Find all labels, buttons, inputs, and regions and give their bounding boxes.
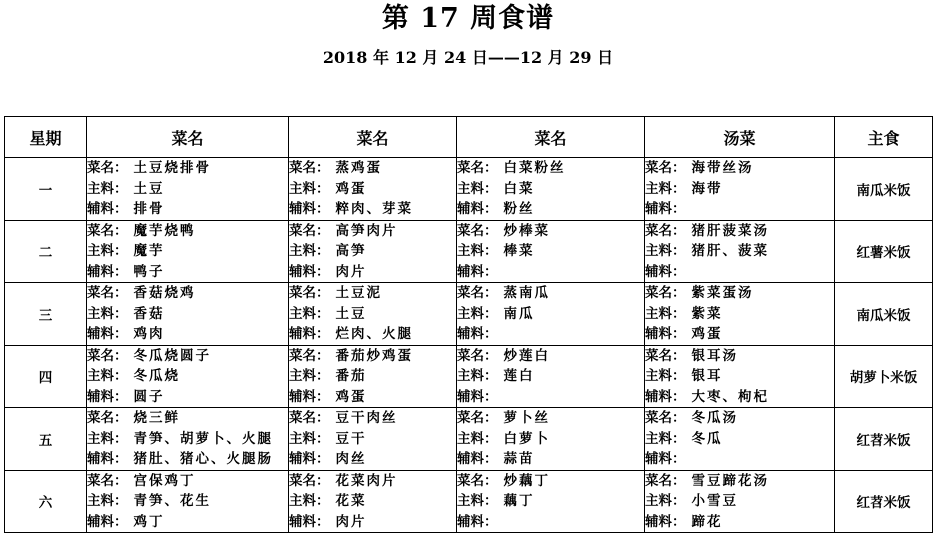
dish-name-line (645, 283, 834, 304)
dish-name-line (289, 283, 456, 304)
header-dish-1: 菜名 (87, 117, 289, 158)
dish-cell (289, 220, 457, 283)
dish-name-line (87, 408, 288, 429)
dish-name-label: 菜名： (289, 347, 330, 364)
dish-aux-line (645, 387, 834, 408)
dish-aux-line (289, 387, 456, 408)
dish-aux-value: 肉片 (335, 513, 367, 530)
dish-aux-value: 猪肚、猪心、火腿肠 (133, 451, 273, 467)
dish-name-label: 菜名： (289, 472, 330, 489)
dish-aux-value: 肉丝 (335, 451, 367, 467)
dish-main-value: 猪肝、菠菜 (691, 243, 769, 259)
dish-name-line (87, 221, 288, 242)
dish-name-label: 菜名： (87, 285, 128, 301)
weekday-cell: 四 (5, 345, 87, 408)
dish-aux-label: 辅料： (457, 201, 498, 217)
dish-main-label: 主料： (87, 430, 128, 447)
dish-name-value: 冬瓜汤 (691, 410, 738, 426)
dish-aux-label: 辅料： (457, 451, 498, 467)
dish-cell (289, 283, 457, 346)
staple-cell: 红苕米饭 (835, 470, 933, 533)
dish-name-value: 雪豆蹄花汤 (691, 472, 769, 489)
dish-main-label: 主料： (645, 243, 686, 259)
dish-main-line (457, 429, 644, 450)
header-dish-2: 菜名 (289, 117, 457, 158)
table-row (5, 158, 933, 221)
weekday-cell: 三 (5, 283, 87, 346)
dish-name-label: 菜名： (645, 472, 686, 489)
dish-aux-label: 辅料： (645, 263, 686, 280)
dish-name-value: 炒棒菜 (503, 222, 550, 239)
dish-name-line (645, 221, 834, 242)
dish-main-label: 主料： (457, 430, 498, 447)
dish-name-label: 菜名： (87, 410, 128, 426)
dish-main-value: 青笋、胡萝卜、火腿 (133, 430, 273, 447)
dish-name-value: 白菜粉丝 (503, 160, 566, 176)
staple-cell: 南瓜米饭 (835, 158, 933, 221)
dish-name-value: 炒莲白 (503, 347, 550, 364)
dish-aux-line (457, 449, 644, 470)
dish-aux-line (457, 387, 644, 408)
date-range: 2018 年 12 月 24 日——12 月 29 日 (322, 48, 614, 67)
dish-aux-line (289, 449, 456, 470)
dish-aux-value: 大枣、枸杞 (691, 388, 769, 405)
dish-aux-label: 辅料： (289, 513, 330, 530)
dish-main-line (457, 366, 644, 387)
dish-name-line (457, 471, 644, 492)
dish-name-label: 菜名： (457, 222, 498, 239)
staple-cell: 红苕米饭 (835, 408, 933, 471)
dish-name-line (87, 471, 288, 492)
staple-cell: 胡萝卜米饭 (835, 345, 933, 408)
dish-main-line (87, 491, 288, 512)
dish-name-label: 菜名： (87, 347, 128, 364)
dish-name-line (87, 346, 288, 367)
dish-main-value: 豆干 (335, 430, 367, 447)
dish-main-value: 青笋、花生 (133, 493, 211, 509)
dish-aux-label: 辅料： (87, 326, 128, 342)
dish-main-label: 主料： (645, 430, 686, 447)
dish-main-value: 鸡蛋 (335, 180, 367, 197)
dish-main-label: 主料： (289, 243, 330, 259)
dish-main-label: 主料： (457, 180, 498, 197)
dish-main-line (87, 304, 288, 325)
dish-cell (289, 470, 457, 533)
dish-aux-label: 辅料： (289, 388, 330, 405)
dish-main-value: 藕丁 (503, 493, 535, 509)
dish-main-value: 高笋 (335, 243, 367, 259)
table-row (5, 345, 933, 408)
dish-name-line (457, 158, 644, 179)
dish-cell (87, 283, 289, 346)
dish-main-value: 冬瓜烧 (133, 368, 180, 384)
dish-name-value: 冬瓜烧圆子 (133, 347, 211, 364)
header-row (5, 117, 933, 158)
dish-aux-label: 辅料： (87, 263, 128, 280)
dish-name-label: 菜名： (87, 160, 128, 176)
dish-name-label: 菜名： (289, 410, 330, 426)
dish-main-line (457, 179, 644, 200)
dish-name-value: 海带丝汤 (691, 160, 754, 176)
dish-aux-label: 辅料： (645, 201, 686, 217)
page-title: 第 17 周食谱 (381, 3, 555, 34)
soup-cell (645, 345, 835, 408)
header-soup: 汤菜 (645, 117, 835, 158)
dish-name-value: 蒸南瓜 (503, 285, 550, 301)
soup-cell (645, 408, 835, 471)
dish-aux-label: 辅料： (87, 513, 128, 530)
dish-main-label: 主料： (289, 493, 330, 509)
dish-name-label: 菜名： (645, 347, 686, 364)
dish-aux-line (645, 199, 834, 220)
dish-main-label: 主料： (645, 368, 686, 384)
table-row (5, 220, 933, 283)
dish-main-label: 主料： (87, 305, 128, 322)
dish-name-line (645, 158, 834, 179)
dish-main-line (457, 241, 644, 262)
dish-main-line (87, 179, 288, 200)
dish-aux-label: 辅料： (289, 326, 330, 342)
dish-main-label: 主料： (289, 368, 330, 384)
weekday-cell: 一 (5, 158, 87, 221)
dish-name-line (87, 158, 288, 179)
dish-aux-label: 辅料： (457, 513, 498, 530)
dish-main-value: 银耳 (691, 368, 723, 384)
dish-main-line (457, 304, 644, 325)
menu-table (4, 116, 933, 533)
dish-aux-line (457, 262, 644, 283)
header-dish-3: 菜名 (457, 117, 645, 158)
soup-cell (645, 158, 835, 221)
dish-cell (289, 158, 457, 221)
dish-main-line (289, 304, 456, 325)
dish-main-label: 主料： (645, 305, 686, 322)
weekday-cell: 五 (5, 408, 87, 471)
dish-name-label: 菜名： (457, 285, 498, 301)
dish-aux-value: 鸭子 (133, 263, 165, 280)
table-row (5, 408, 933, 471)
dish-main-value: 番茄 (335, 368, 367, 384)
dish-name-line (645, 408, 834, 429)
dish-main-line (645, 429, 834, 450)
weekday-cell: 六 (5, 470, 87, 533)
dish-main-line (645, 241, 834, 262)
dish-name-label: 菜名： (457, 410, 498, 426)
dish-main-label: 主料： (645, 493, 686, 509)
staple-cell: 南瓜米饭 (835, 283, 933, 346)
dish-aux-line (289, 324, 456, 345)
dish-main-line (645, 304, 834, 325)
dish-aux-value: 粹肉、芽菜 (335, 201, 413, 217)
dish-aux-label: 辅料： (457, 263, 498, 280)
dish-main-line (289, 491, 456, 512)
dish-main-label: 主料： (457, 368, 498, 384)
dish-cell (289, 408, 457, 471)
dish-name-label: 菜名： (645, 222, 686, 239)
dish-cell (457, 408, 645, 471)
dish-aux-line (645, 449, 834, 470)
dish-aux-value: 蹄花 (691, 513, 723, 530)
dish-aux-value: 鸡丁 (133, 513, 165, 530)
dish-aux-label: 辅料： (87, 388, 128, 405)
staple-cell: 红薯米饭 (835, 220, 933, 283)
dish-cell (457, 158, 645, 221)
dish-name-value: 萝卜丝 (503, 410, 550, 426)
dish-aux-line (457, 199, 644, 220)
dish-name-label: 菜名： (645, 410, 686, 426)
dish-aux-value: 蒜苗 (503, 451, 535, 467)
dish-name-value: 花菜肉片 (335, 472, 398, 489)
dish-cell (87, 345, 289, 408)
dish-main-value: 紫菜 (691, 305, 723, 322)
dish-aux-label: 辅料： (645, 451, 686, 467)
dish-name-line (457, 346, 644, 367)
dish-name-value: 香菇烧鸡 (133, 285, 196, 301)
dish-name-value: 豆干肉丝 (335, 410, 398, 426)
dish-main-label: 主料： (289, 180, 330, 197)
dish-cell (457, 345, 645, 408)
dish-main-line (289, 366, 456, 387)
dish-cell (87, 470, 289, 533)
dish-main-label: 主料： (87, 243, 128, 259)
dish-aux-line (289, 262, 456, 283)
dish-name-value: 烧三鲜 (133, 410, 180, 426)
dish-aux-line (87, 199, 288, 220)
dish-aux-line (645, 512, 834, 533)
dish-main-value: 土豆 (133, 180, 165, 197)
dish-main-value: 香菇 (133, 305, 165, 322)
dish-aux-line (87, 449, 288, 470)
dish-main-label: 主料： (289, 430, 330, 447)
dish-main-label: 主料： (457, 305, 498, 322)
dish-main-line (645, 491, 834, 512)
dish-main-line (645, 179, 834, 200)
soup-cell (645, 283, 835, 346)
dish-aux-line (457, 324, 644, 345)
dish-cell (87, 158, 289, 221)
dish-main-value: 南瓜 (503, 305, 535, 322)
dish-aux-label: 辅料： (457, 388, 498, 405)
dish-aux-value: 鸡蛋 (691, 326, 723, 342)
dish-name-label: 菜名： (87, 472, 128, 489)
dish-name-label: 菜名： (457, 472, 498, 489)
dish-name-line (289, 221, 456, 242)
dish-name-value: 猪肝菠菜汤 (691, 222, 769, 239)
dish-name-label: 菜名： (87, 222, 128, 239)
dish-name-value: 番茄炒鸡蛋 (335, 347, 413, 364)
dish-name-line (289, 471, 456, 492)
dish-main-value: 小雪豆 (691, 493, 738, 509)
dish-main-value: 魔芋 (133, 243, 165, 259)
dish-main-line (87, 241, 288, 262)
dish-aux-label: 辅料： (289, 451, 330, 467)
dish-main-line (87, 366, 288, 387)
dish-name-line (457, 283, 644, 304)
dish-cell (457, 220, 645, 283)
dish-aux-label: 辅料： (645, 388, 686, 405)
dish-name-line (645, 346, 834, 367)
dish-main-value: 冬瓜 (691, 430, 723, 447)
table-row (5, 470, 933, 533)
dish-main-label: 主料： (457, 493, 498, 509)
dish-name-label: 菜名： (645, 160, 686, 176)
table-row (5, 283, 933, 346)
header-weekday: 星期 (5, 117, 87, 158)
dish-aux-value: 鸡肉 (133, 326, 165, 342)
dish-main-line (645, 366, 834, 387)
dish-aux-line (87, 387, 288, 408)
dish-name-value: 土豆烧排骨 (133, 160, 211, 176)
dish-name-line (289, 158, 456, 179)
dish-name-value: 紫菜蛋汤 (691, 285, 754, 301)
dish-main-value: 白萝卜 (503, 430, 550, 447)
dish-name-value: 土豆泥 (335, 285, 382, 301)
dish-aux-line (289, 512, 456, 533)
dish-main-value: 白菜 (503, 180, 535, 197)
dish-main-value: 莲白 (503, 368, 535, 384)
dish-name-value: 宫保鸡丁 (133, 472, 196, 489)
dish-aux-line (289, 199, 456, 220)
dish-name-line (645, 471, 834, 492)
dish-main-line (87, 429, 288, 450)
dish-aux-label: 辅料： (87, 201, 128, 217)
dish-main-value: 棒菜 (503, 243, 535, 259)
dish-aux-label: 辅料： (289, 263, 330, 280)
soup-cell (645, 470, 835, 533)
dish-main-label: 主料： (457, 243, 498, 259)
dish-name-line (457, 221, 644, 242)
weekday-cell: 二 (5, 220, 87, 283)
dish-name-value: 魔芋烧鸭 (133, 222, 196, 239)
dish-aux-label: 辅料： (87, 451, 128, 467)
header-staple: 主食 (835, 117, 933, 158)
dish-name-line (87, 283, 288, 304)
dish-aux-line (87, 512, 288, 533)
dish-aux-label: 辅料： (457, 326, 498, 342)
dish-name-value: 银耳汤 (691, 347, 738, 364)
dish-name-value: 炒藕丁 (503, 472, 550, 489)
dish-aux-line (457, 512, 644, 533)
dish-aux-line (87, 324, 288, 345)
dish-main-label: 主料： (645, 180, 686, 197)
dish-main-line (457, 491, 644, 512)
dish-name-label: 菜名： (457, 347, 498, 364)
dish-name-value: 高笋肉片 (335, 222, 398, 239)
dish-aux-line (87, 262, 288, 283)
dish-name-line (457, 408, 644, 429)
dish-main-value: 花菜 (335, 493, 367, 509)
dish-aux-line (645, 324, 834, 345)
dish-name-label: 菜名： (645, 285, 686, 301)
dish-cell (457, 283, 645, 346)
dish-aux-value: 烂肉、火腿 (335, 326, 413, 342)
dish-main-label: 主料： (87, 368, 128, 384)
dish-main-line (289, 241, 456, 262)
dish-name-label: 菜名： (289, 160, 330, 176)
dish-main-value: 土豆 (335, 305, 367, 322)
dish-main-line (289, 179, 456, 200)
dish-cell (289, 345, 457, 408)
dish-aux-line (645, 262, 834, 283)
dish-aux-value: 鸡蛋 (335, 388, 367, 405)
dish-main-label: 主料： (87, 180, 128, 197)
dish-main-value: 海带 (691, 180, 723, 197)
dish-cell (87, 220, 289, 283)
dish-main-line (289, 429, 456, 450)
dish-name-line (289, 408, 456, 429)
dish-main-label: 主料： (289, 305, 330, 322)
dish-cell (87, 408, 289, 471)
dish-name-line (289, 346, 456, 367)
dish-aux-value: 粉丝 (503, 201, 535, 217)
dish-aux-label: 辅料： (645, 513, 686, 530)
dish-aux-label: 辅料： (645, 326, 686, 342)
dish-aux-value: 肉片 (335, 263, 367, 280)
dish-aux-label: 辅料： (289, 201, 330, 217)
dish-name-label: 菜名： (289, 222, 330, 239)
dish-name-label: 菜名： (289, 285, 330, 301)
dish-cell (457, 470, 645, 533)
dish-name-label: 菜名： (457, 160, 498, 176)
dish-name-value: 蒸鸡蛋 (335, 160, 382, 176)
dish-aux-value: 圆子 (133, 388, 165, 405)
dish-main-label: 主料： (87, 493, 128, 509)
dish-aux-value: 排骨 (133, 201, 165, 217)
soup-cell (645, 220, 835, 283)
